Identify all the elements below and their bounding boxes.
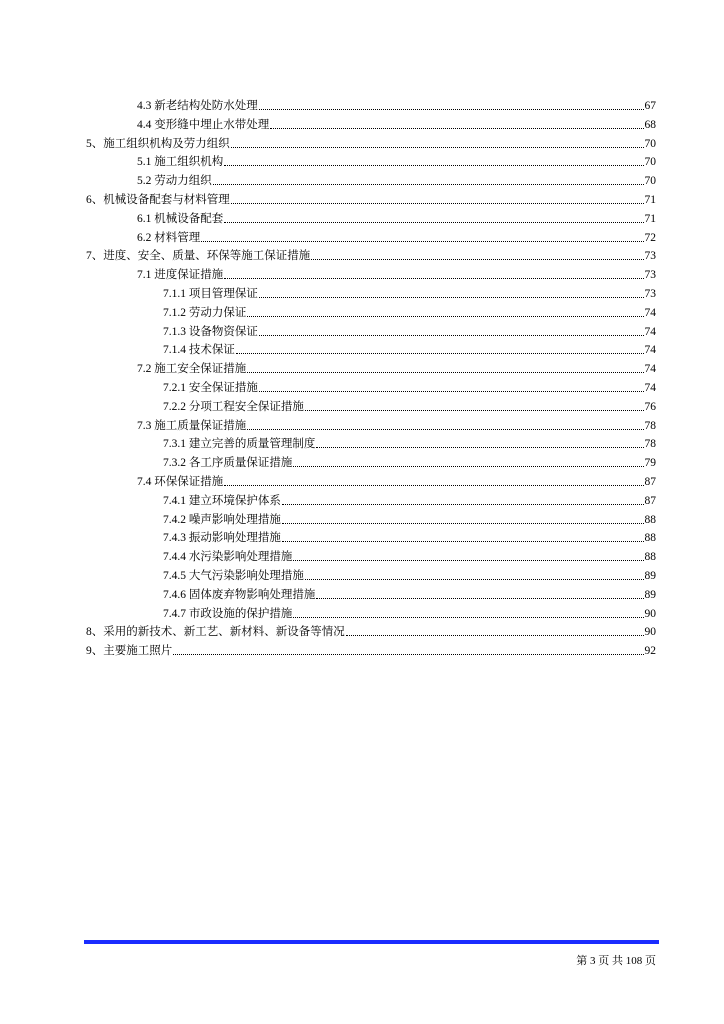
toc-leader-dots	[259, 391, 644, 392]
toc-entry-page-number: 88	[644, 513, 656, 526]
toc-entry-link[interactable]: 7.3.1 建立完善的质量管理制度	[163, 438, 316, 451]
toc-entry-link[interactable]: 9、主要施工照片	[86, 645, 173, 658]
toc-entry-link[interactable]: 7.4.5 大气污染影响处理措施	[163, 570, 304, 582]
toc-entry-link[interactable]: 7.2.2 分项工程安全保证措施	[163, 400, 304, 413]
toc-entry-page-number: 74	[644, 306, 656, 319]
toc-entry-page-number: 89	[644, 588, 656, 601]
toc-entry[interactable]	[163, 396, 656, 414]
toc-leader-dots	[311, 259, 643, 260]
toc-entry-link[interactable]: 7.4.6 固体废弃物影响处理措施	[163, 588, 316, 601]
toc-leader-dots	[282, 541, 644, 542]
toc-entry-title[interactable]	[137, 231, 200, 245]
toc-entry-page-number: 76	[644, 400, 656, 413]
toc-entry-link[interactable]: 7.1.2 劳动力保证	[163, 306, 247, 319]
toc-leader-dots	[305, 410, 644, 411]
toc-leader-dots	[259, 297, 644, 298]
toc-entry[interactable]	[86, 640, 656, 658]
toc-entry-page-number: 67	[644, 100, 656, 112]
toc-entry-title[interactable]	[163, 494, 281, 508]
toc-entry[interactable]	[86, 189, 656, 207]
toc-entry-link[interactable]: 7.4 环保保证措施	[137, 476, 224, 488]
toc-entry-title[interactable]	[137, 155, 223, 169]
toc-entry-page-number: 89	[644, 570, 656, 582]
toc-leader-dots	[247, 316, 643, 317]
toc-entry[interactable]	[163, 433, 656, 451]
toc-entry-title[interactable]	[163, 550, 292, 564]
toc-entry-page-number: 90	[644, 626, 656, 639]
toc-entry[interactable]	[137, 264, 656, 282]
toc-entry[interactable]	[137, 114, 656, 132]
toc-entry[interactable]	[137, 471, 656, 489]
toc-leader-dots	[293, 560, 643, 561]
toc-entry-page-number: 73	[644, 288, 656, 300]
toc-entry-title[interactable]	[163, 287, 258, 301]
toc-leader-dots	[293, 617, 643, 618]
toc-entry[interactable]	[163, 527, 656, 545]
toc-leader-dots	[224, 165, 643, 166]
toc-entry[interactable]	[163, 565, 656, 583]
toc-entry-page-number: 78	[644, 438, 656, 451]
toc-entry-title[interactable]	[163, 325, 258, 339]
toc-entry-title[interactable]	[86, 625, 345, 639]
toc-entry[interactable]	[163, 603, 656, 621]
toc-leader-dots	[236, 353, 644, 354]
toc-leader-dots	[259, 109, 644, 110]
toc-entry-page-number: 87	[644, 476, 656, 488]
toc-entry-link[interactable]: 7.4.1 建立环境保护体系	[163, 494, 281, 507]
toc-entry[interactable]	[163, 283, 656, 301]
toc-entry-page-number: 73	[644, 269, 656, 282]
toc-entry-title[interactable]	[137, 475, 223, 489]
toc-entry-link[interactable]: 7.3 施工质量保证措施	[137, 419, 247, 432]
toc-entry-link[interactable]: 7.2.1 安全保证措施	[163, 382, 258, 394]
toc-leader-dots	[213, 184, 644, 185]
toc-entry-title[interactable]	[163, 400, 304, 414]
toc-entry-page-number: 74	[644, 382, 656, 394]
toc-entry-title[interactable]	[137, 99, 258, 113]
toc-leader-dots	[270, 128, 643, 129]
toc-entry-page-number: 90	[644, 607, 656, 620]
toc-entry[interactable]	[86, 133, 656, 151]
toc-entry-link[interactable]: 6.2 材料管理	[137, 231, 201, 244]
toc-leader-dots	[231, 147, 644, 148]
footer-rule	[84, 940, 659, 944]
toc-entry-link[interactable]: 7.1.4 技术保证	[163, 344, 235, 357]
toc-entry[interactable]	[137, 170, 656, 188]
toc-leader-dots	[293, 466, 643, 467]
footer-page-number: 第 3 页 共 108 页	[576, 955, 656, 967]
toc-entry-title[interactable]	[163, 531, 281, 545]
toc-entry-page-number: 70	[644, 156, 656, 169]
toc-entry-page-number: 87	[644, 494, 656, 507]
toc-entry-page-number: 78	[644, 419, 656, 432]
toc-entry-link[interactable]: 7.4.2 噪声影响处理措施	[163, 513, 281, 526]
toc-entry[interactable]	[163, 339, 656, 357]
toc-entry-link[interactable]: 7.4.7 市政设施的保护措施	[163, 607, 293, 620]
toc-entry-link[interactable]: 7.1 进度保证措施	[137, 269, 224, 282]
toc-entry-link[interactable]: 7.2 施工安全保证措施	[137, 363, 247, 376]
toc-entry-page-number: 92	[644, 645, 656, 658]
toc-leader-dots	[201, 241, 643, 242]
toc-entry-link[interactable]: 7.4.4 水污染影响处理措施	[163, 551, 293, 564]
toc-entry[interactable]	[137, 227, 656, 245]
toc-leader-dots	[259, 335, 644, 336]
toc-entry-page-number: 70	[644, 137, 656, 150]
toc-entry-link[interactable]: 7.3.2 各工序质量保证措施	[163, 457, 293, 470]
toc-entry-link[interactable]: 5、施工组织机构及劳力组织	[86, 137, 230, 150]
toc-entry[interactable]	[163, 546, 656, 564]
toc-entry-title[interactable]	[86, 193, 230, 207]
toc-entry-link[interactable]: 7.4.3 振动影响处理措施	[163, 532, 281, 545]
toc-entry-link[interactable]: 6.1 机械设备配套	[137, 212, 224, 225]
toc-entry[interactable]	[137, 415, 656, 433]
toc-entry-title[interactable]	[163, 607, 292, 621]
toc-entry-page-number: 70	[644, 175, 656, 188]
toc-leader-dots	[231, 203, 644, 204]
toc-entry[interactable]	[163, 509, 656, 527]
toc-leader-dots	[224, 278, 643, 279]
toc-entry[interactable]	[137, 208, 656, 226]
toc-entry[interactable]	[163, 490, 656, 508]
toc-entry-title[interactable]	[163, 437, 315, 451]
toc-leader-dots	[305, 579, 644, 580]
toc-entry-link[interactable]: 7.1.3 设备物资保证	[163, 325, 258, 338]
toc-entry-page-number: 88	[644, 532, 656, 545]
toc-entry-title[interactable]	[137, 174, 212, 188]
toc-entry-title[interactable]	[137, 362, 246, 376]
toc-entry-page-number: 74	[644, 325, 656, 338]
toc-entry-page-number: 88	[644, 551, 656, 564]
toc-entry-title[interactable]	[163, 381, 258, 395]
toc-entry-page-number: 68	[644, 118, 656, 131]
toc-leader-dots	[282, 523, 644, 524]
toc-entry[interactable]	[163, 302, 656, 320]
toc-entry[interactable]	[137, 95, 656, 113]
toc-entry[interactable]	[86, 621, 656, 639]
toc-entry-title[interactable]	[163, 343, 235, 357]
toc-entry[interactable]	[137, 151, 656, 169]
toc-leader-dots	[224, 222, 643, 223]
toc-entry-title[interactable]	[163, 588, 315, 602]
toc-entry[interactable]	[86, 245, 656, 263]
toc-entry-link[interactable]: 8、采用的新技术、新工艺、新材料、新设备等情况	[86, 626, 345, 639]
toc-entry-link[interactable]: 6、机械设备配套与材料管理	[86, 194, 230, 206]
toc-leader-dots	[282, 504, 644, 505]
toc-entry-title[interactable]	[137, 419, 246, 433]
toc-entry-title[interactable]	[86, 644, 172, 658]
toc-leader-dots	[247, 429, 643, 430]
toc-entry-title[interactable]	[163, 306, 246, 320]
toc-entry-title[interactable]	[163, 513, 281, 527]
toc-entry-page-number: 71	[644, 194, 656, 206]
toc-entry-link[interactable]: 5.1 施工组织机构	[137, 156, 224, 169]
toc-entry-page-number: 72	[644, 231, 656, 244]
toc-entry[interactable]	[163, 452, 656, 470]
toc-leader-dots	[173, 654, 643, 655]
toc-entry-link[interactable]: 7、进度、安全、质量、环保等施工保证措施	[86, 250, 311, 263]
toc-entry-page-number: 73	[644, 250, 656, 263]
toc-entry[interactable]	[163, 584, 656, 602]
toc-entry-title[interactable]	[86, 137, 230, 151]
toc-leader-dots	[316, 598, 643, 599]
toc-leader-dots	[316, 447, 643, 448]
toc-entry-page-number: 71	[644, 212, 656, 225]
toc-entry-title[interactable]	[86, 249, 310, 263]
toc-entry-page-number: 79	[644, 457, 656, 470]
toc-leader-dots	[247, 372, 643, 373]
toc-entry-link[interactable]: 4.3 新老结构处防水处理	[137, 100, 258, 112]
toc-entry-page-number: 74	[644, 363, 656, 376]
toc-entry-title[interactable]	[137, 212, 223, 226]
toc-entry-link[interactable]: 5.2 劳动力组织	[137, 175, 212, 188]
toc-entry-title[interactable]	[137, 268, 223, 282]
toc-leader-dots	[224, 485, 643, 486]
toc-entry-title[interactable]	[163, 456, 292, 470]
toc-leader-dots	[346, 635, 644, 636]
toc-entry[interactable]	[137, 358, 656, 376]
toc-entry-title[interactable]	[137, 118, 269, 132]
toc-entry[interactable]	[163, 321, 656, 339]
toc-entry-title[interactable]	[163, 569, 304, 583]
toc-entry-link[interactable]: 4.4 变形缝中埋止水带处理	[137, 118, 270, 131]
toc-entry-page-number: 74	[644, 344, 656, 357]
toc-entry[interactable]	[163, 377, 656, 395]
toc-entry-link[interactable]: 7.1.1 项目管理保证	[163, 288, 258, 300]
